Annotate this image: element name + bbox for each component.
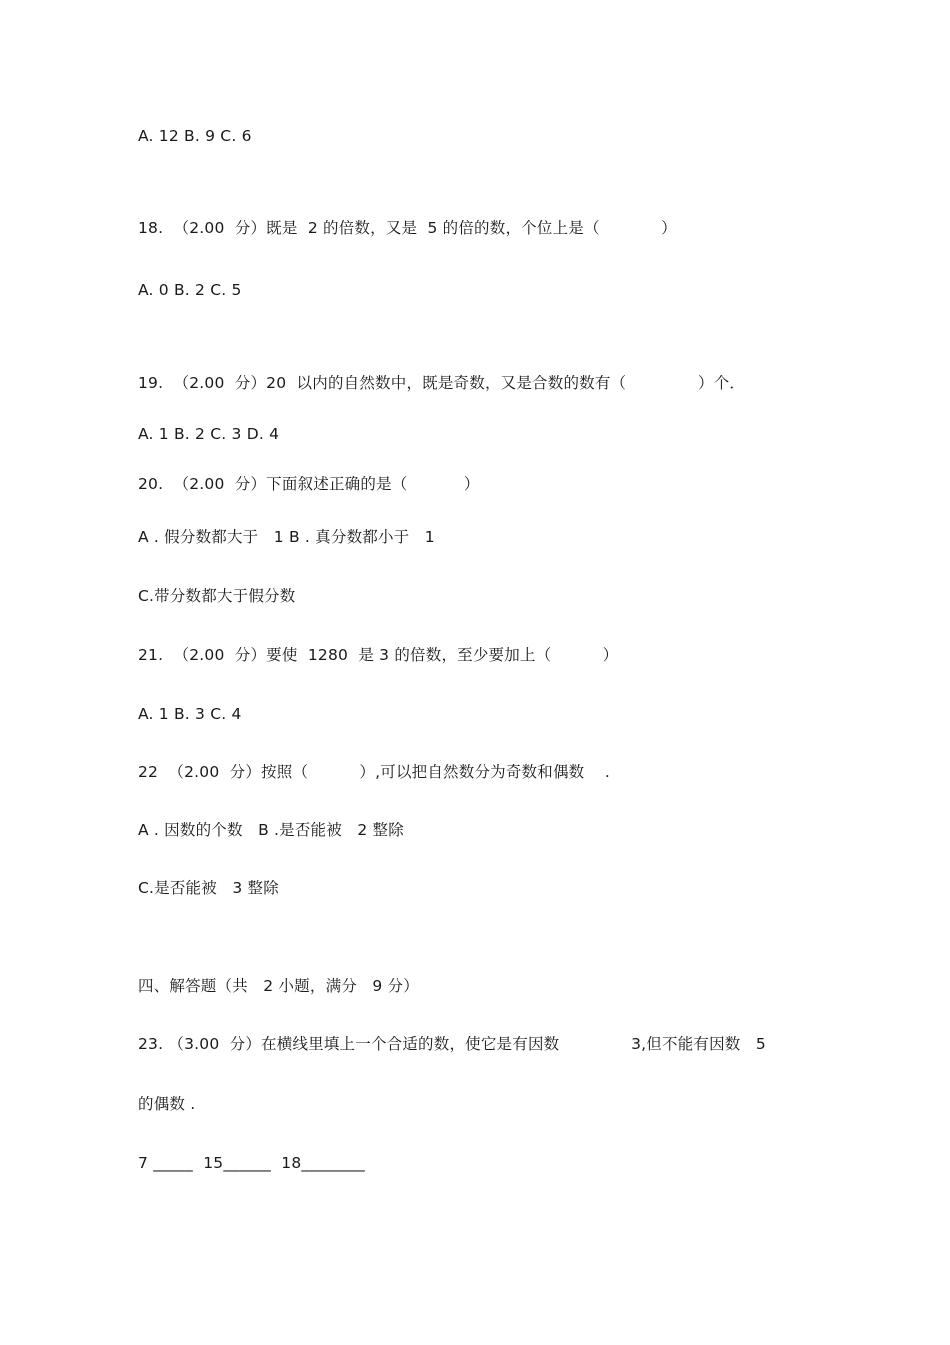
q22-options-ab: A . 因数的个数 B .是否能被 2 整除	[138, 821, 404, 839]
q20-question: 20. （2.00 分）下面叙述正确的是（ ）	[138, 475, 480, 493]
q19-options: A. 1 B. 2 C. 3 D. 4	[138, 425, 280, 443]
q23-question: 23. （3.00 分）在横线里填上一个合适的数，使它是有因数 3,但不能有因数 5	[138, 1035, 766, 1053]
q21-options: A. 1 B. 3 C. 4	[138, 705, 242, 723]
q17-options: A. 12 B. 9 C. 6	[138, 127, 252, 145]
q20-options-ab: A . 假分数都大于 1 B . 真分数都小于 1	[138, 528, 435, 546]
q23-blanks: 7 _____ 15______ 18________	[138, 1154, 365, 1172]
q18-options: A. 0 B. 2 C. 5	[138, 281, 242, 299]
section-four-heading: 四、解答题（共 2 小题，满分 9 分）	[138, 977, 419, 995]
q22-option-c: C.是否能被 3 整除	[138, 879, 279, 897]
q18-question: 18. （2.00 分）既是 2 的倍数，又是 5 的倍的数，个位上是（ ）	[138, 219, 677, 237]
q22-question: 22 （2.00 分）按照（ ）,可以把自然数分为奇数和偶数 .	[138, 763, 610, 781]
q20-option-c: C.带分数都大于假分数	[138, 587, 296, 605]
q21-question: 21. （2.00 分）要使 1280 是 3 的倍数，至少要加上（ ）	[138, 646, 619, 664]
q23-question-cont: 的偶数 .	[138, 1095, 196, 1113]
q19-question: 19. （2.00 分）20 以内的自然数中，既是奇数，又是合数的数有（ ）个．	[138, 374, 746, 392]
